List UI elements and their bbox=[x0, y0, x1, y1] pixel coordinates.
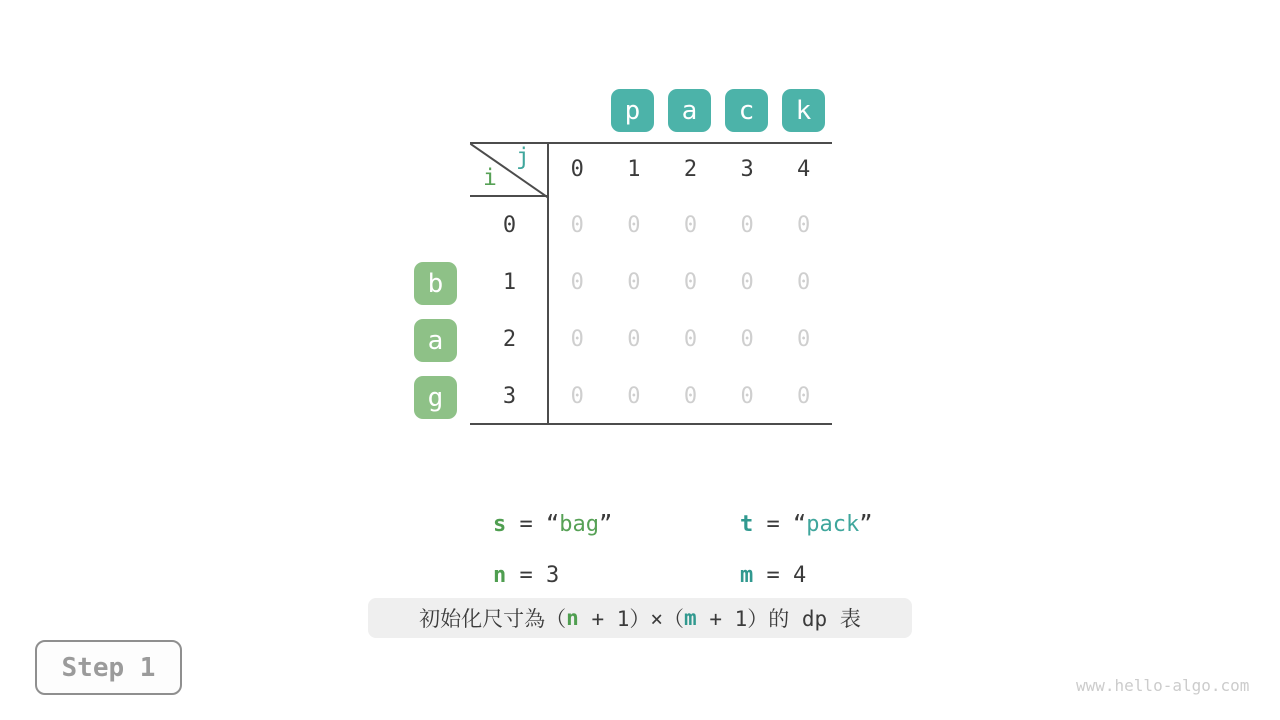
caption-text: + 1）的 dp 表 bbox=[696, 607, 861, 631]
axis-label-i: i bbox=[483, 165, 497, 191]
dp-cell: 0 bbox=[627, 270, 641, 295]
var-n-name: n bbox=[492, 563, 507, 588]
col-header: 1 bbox=[627, 157, 641, 182]
s-char: a bbox=[427, 325, 444, 356]
row-header: 3 bbox=[502, 384, 517, 409]
t-char: p bbox=[624, 95, 641, 126]
t-char: c bbox=[738, 95, 755, 126]
dp-cell: 0 bbox=[570, 384, 584, 409]
dp-cell: 0 bbox=[797, 384, 811, 409]
var-s-value: bag bbox=[559, 512, 599, 537]
dp-cell: 0 bbox=[570, 213, 584, 238]
dp-cell: 0 bbox=[740, 270, 754, 295]
t-char-box bbox=[668, 89, 711, 132]
caption-banner bbox=[368, 598, 912, 638]
equals-sign: = bbox=[753, 512, 793, 537]
equals-sign: = bbox=[506, 563, 546, 588]
var-s-name: s bbox=[492, 512, 507, 537]
col-header: 2 bbox=[683, 157, 698, 182]
row-header: 1 bbox=[502, 270, 517, 295]
table-row bbox=[470, 311, 832, 368]
equals-sign: = bbox=[753, 563, 793, 588]
open-quote: “ bbox=[545, 512, 560, 537]
dp-cell: 0 bbox=[627, 213, 641, 238]
t-char: k bbox=[795, 95, 812, 126]
dp-cell: 0 bbox=[797, 213, 811, 238]
step-label: Step 1 bbox=[61, 652, 156, 683]
var-t-value: pack bbox=[806, 512, 860, 537]
s-char: b bbox=[427, 268, 444, 299]
dp-cell: 0 bbox=[627, 327, 641, 352]
var-m-value: 4 bbox=[792, 563, 807, 588]
s-char-box bbox=[414, 376, 457, 419]
column-header-row bbox=[549, 144, 832, 195]
dp-cell: 0 bbox=[797, 270, 811, 295]
var-m-name: m bbox=[739, 563, 754, 588]
row-header: 2 bbox=[502, 327, 517, 352]
dp-table bbox=[470, 142, 832, 425]
close-quote: ” bbox=[859, 512, 873, 537]
step-badge bbox=[35, 640, 182, 695]
dp-cell: 0 bbox=[740, 384, 754, 409]
s-char-box bbox=[414, 262, 457, 305]
dp-cell: 0 bbox=[627, 384, 641, 409]
caption-var-m: m bbox=[684, 606, 697, 630]
s-char: g bbox=[427, 382, 444, 413]
dp-cell: 0 bbox=[683, 384, 698, 409]
dp-cell: 0 bbox=[740, 327, 754, 352]
row-header: 0 bbox=[502, 213, 517, 238]
table-row bbox=[470, 197, 832, 254]
axis-label-j: j bbox=[516, 144, 530, 170]
dp-cell: 0 bbox=[797, 327, 811, 352]
corner-diagonal-line bbox=[470, 143, 549, 198]
col-header: 3 bbox=[740, 157, 754, 182]
site-watermark: www.hello-algo.com bbox=[1076, 676, 1250, 695]
dp-cell: 0 bbox=[683, 327, 698, 352]
col-header: 4 bbox=[797, 157, 811, 182]
table-row bbox=[470, 254, 832, 311]
close-quote: ” bbox=[598, 512, 613, 537]
t-char-box bbox=[782, 89, 825, 132]
caption-text: + 1）×（ bbox=[578, 607, 685, 631]
dp-cell: 0 bbox=[570, 270, 584, 295]
var-t-name: t bbox=[739, 512, 754, 537]
col-header: 0 bbox=[570, 157, 584, 182]
equals-sign: = bbox=[506, 512, 546, 537]
t-char-box bbox=[725, 89, 768, 132]
dp-cell: 0 bbox=[683, 213, 698, 238]
dp-cell: 0 bbox=[740, 213, 754, 238]
t-char: a bbox=[681, 95, 698, 126]
s-char-box bbox=[414, 319, 457, 362]
table-row bbox=[470, 368, 832, 425]
t-char-box bbox=[611, 89, 654, 132]
dp-cell: 0 bbox=[570, 327, 584, 352]
var-n-value: 3 bbox=[545, 563, 560, 588]
dp-cell: 0 bbox=[683, 270, 698, 295]
open-quote: “ bbox=[792, 512, 807, 537]
caption-var-n: n bbox=[566, 606, 579, 630]
caption-text: 初始化尺寸為（ bbox=[419, 607, 567, 631]
